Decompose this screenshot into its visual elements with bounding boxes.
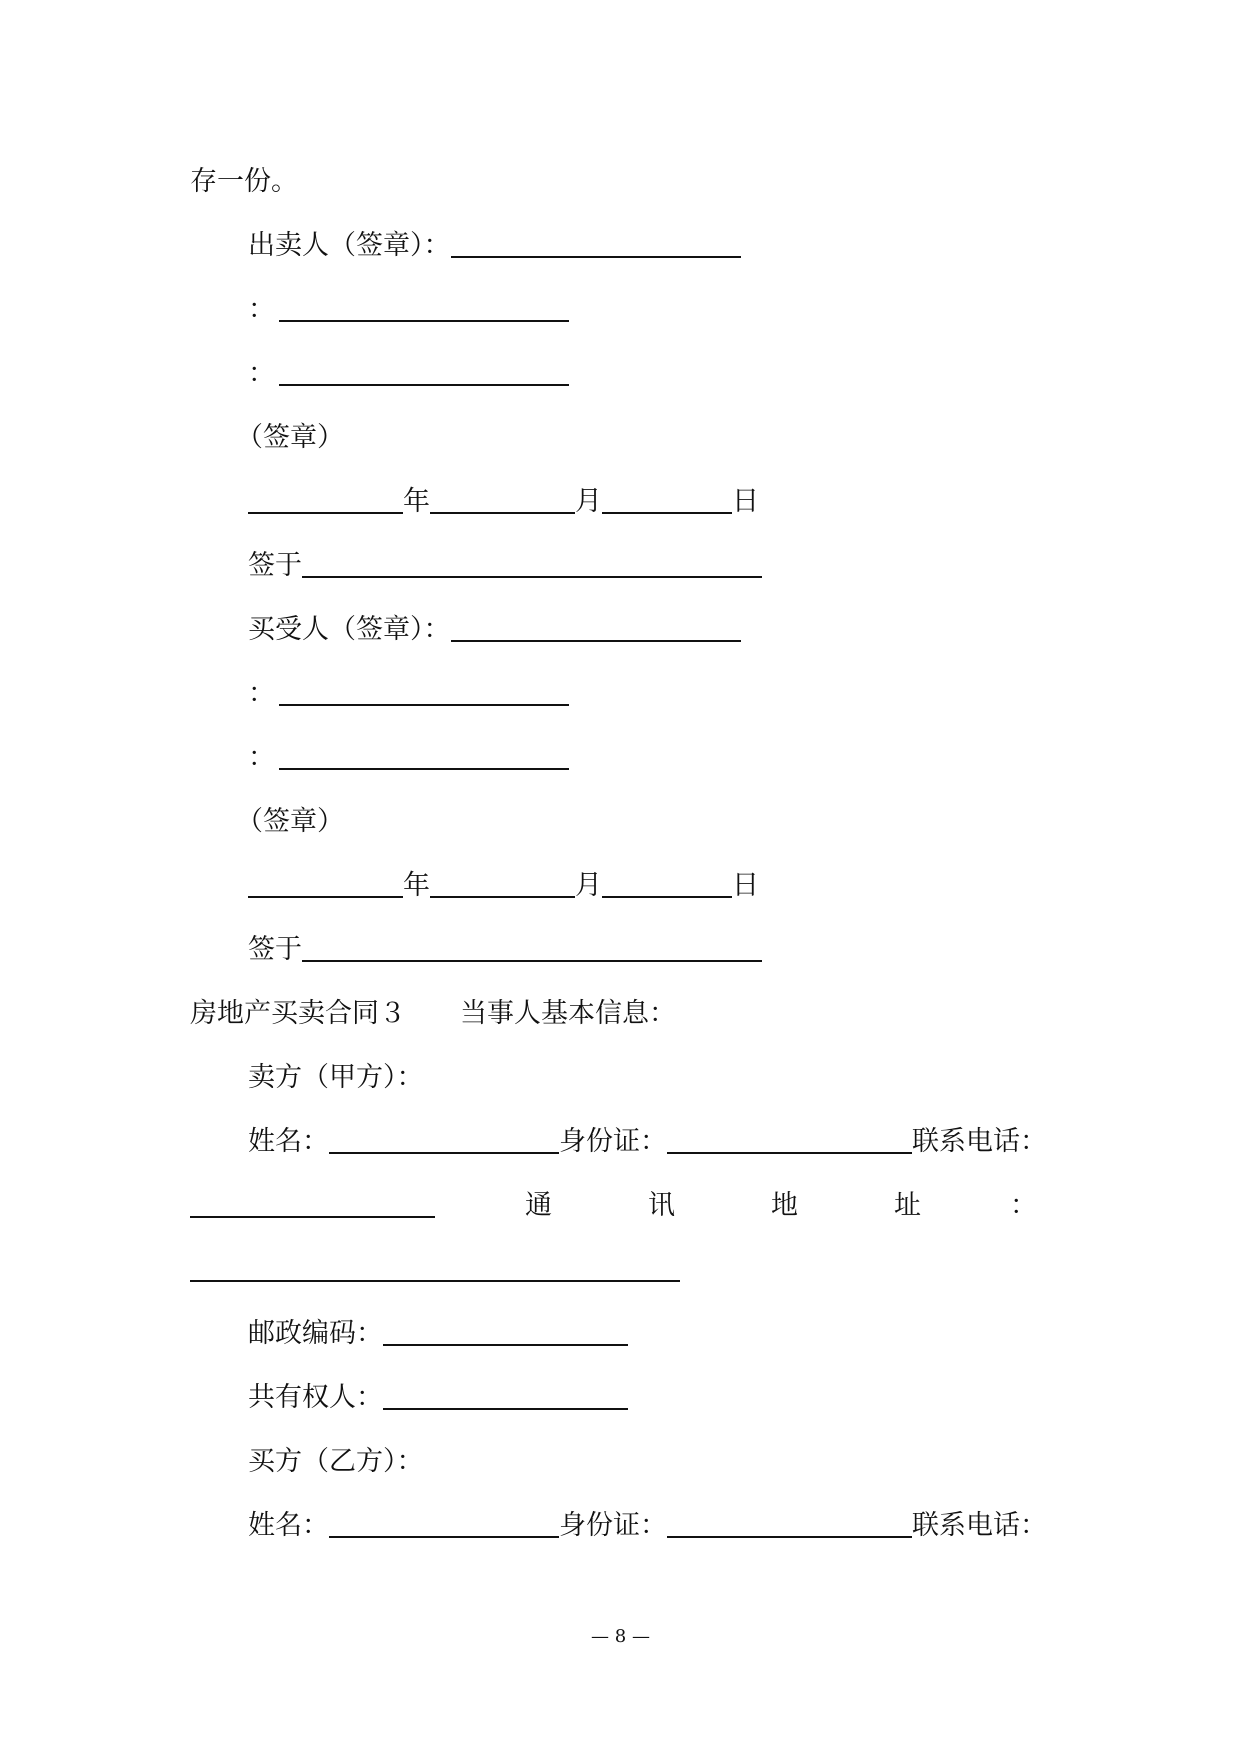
address-char: 通 xyxy=(525,1190,552,1221)
blank-field xyxy=(302,548,762,578)
section-heading: 房地产买卖合同３ 当事人基本信息： xyxy=(190,998,676,1029)
blank-line: ： xyxy=(248,292,569,328)
buyer-sign-line: 买受人（签章）： xyxy=(248,612,741,648)
blank-field xyxy=(279,740,569,770)
blank-field xyxy=(279,292,569,322)
blank-field xyxy=(451,228,741,258)
blank-field xyxy=(329,1124,559,1154)
signed-at-line: 签于 xyxy=(248,932,762,968)
coowner-line: 共有权人： xyxy=(248,1380,628,1416)
blank-field xyxy=(190,1188,435,1218)
blank-field xyxy=(190,1252,680,1282)
blank-field xyxy=(667,1508,912,1538)
blank-line: ： xyxy=(248,676,569,712)
buyer-party-label: 买方（乙方）： xyxy=(248,1446,424,1477)
postal-line: 邮政编码： xyxy=(248,1316,628,1352)
blank-field xyxy=(248,868,403,898)
phone-blank-line xyxy=(190,1188,435,1224)
blank-field xyxy=(279,356,569,386)
blank-field xyxy=(430,484,575,514)
signed-at-line: 签于 xyxy=(248,548,762,584)
date-line: 年 月 日 xyxy=(248,484,759,520)
blank-field xyxy=(602,484,732,514)
blank-field xyxy=(383,1380,628,1410)
buyer-info-line: 姓名： 身份证： 联系电话： xyxy=(248,1510,1047,1541)
seller-party-label: 卖方（甲方）： xyxy=(248,1062,424,1093)
blank-field xyxy=(279,676,569,706)
address-colon: ： xyxy=(1010,1190,1037,1221)
blank-field xyxy=(602,868,732,898)
text-line: 存一份。 xyxy=(190,166,298,197)
blank-field xyxy=(302,932,762,962)
sign-label: （签章） xyxy=(236,422,344,453)
blank-line: ： xyxy=(248,356,569,392)
blank-field xyxy=(383,1316,628,1346)
blank-field xyxy=(667,1124,912,1154)
blank-line: ： xyxy=(248,740,569,776)
date-line: 年 月 日 xyxy=(248,868,759,904)
address-char: 地 xyxy=(771,1190,798,1221)
seller-sign-line: 出卖人（签章）： xyxy=(248,228,741,264)
blank-field xyxy=(430,868,575,898)
seller-info-line: 姓名： 身份证： 联系电话： xyxy=(248,1126,1047,1157)
sign-label: （签章） xyxy=(236,806,344,837)
blank-field xyxy=(248,484,403,514)
address-char: 址 xyxy=(894,1190,921,1221)
blank-field xyxy=(329,1508,559,1538)
address-blank-line xyxy=(190,1252,680,1288)
page-number: — 8 — xyxy=(591,1626,650,1647)
address-char: 讯 xyxy=(648,1190,675,1221)
blank-field xyxy=(451,612,741,642)
